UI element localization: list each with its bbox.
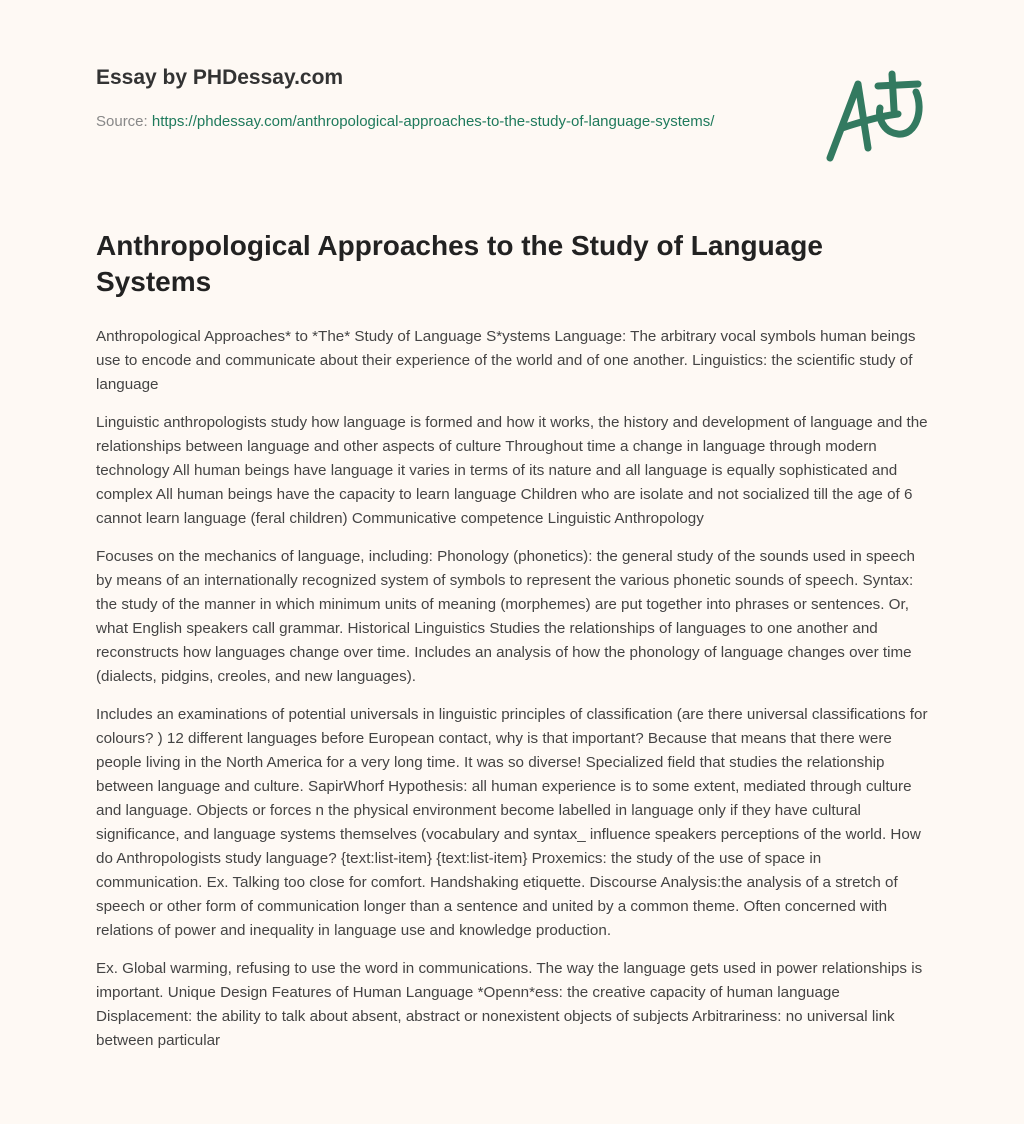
source-line xyxy=(96,110,746,134)
paragraph: Ex. Global warming, refusing to use the word in communications. The way the language gets used in power relationships is important. Unique Design Features of Human Language *Openn*ess: the creative capacity of human language Displacement: the ability to talk about absent, abstract or nonexistent objects of subjects Arbitrariness: no universal link between particular xyxy=(96,960,923,1049)
paragraph: Includes an examinations of potential universals in linguistic principles of classification (are there universal classifications for colours? ) 12 different languages before European contact, why is that important? Because that means that there were people living in the North America for a very long time. It was so diverse! Specialized field that studies the relationship between language and culture. SapirWhorf Hypothesis: all human experience is to some extent, mediated through culture and language. Objects or forces n the physical environment become labelled in language only if they have cultural significance, and language systems themselves (vocabulary and syntax_ influence speakers perceptions of the world. How do Anthropologists study language? {text:list-item} {text:list-item} Proxemics: the study of the use of space in communication. Ex. Talking too close for comfort. Handshaking etiquette. Discourse Analysis:the analysis of a stretch of speech or other form of communication longer than a sentence and united by a common theme. Often concerned with relations of power and inequality in language use and knowledge production. xyxy=(96,706,928,939)
paragraph: Anthropological Approaches* to *The* Study of Language S*ystems Language: The arbitrary vocal symbols human beings use to encode and communicate about their experience of the world and of one another. Linguistics: the scientific study of language xyxy=(96,328,916,393)
source-link[interactable]: https://phdessay.com/anthropological-approaches-to-the-study-of-language-systems/ xyxy=(151,113,715,130)
essay-body xyxy=(96,325,928,1067)
source-label: Source: xyxy=(96,113,152,130)
essay-title: Anthropological Approaches to the Study of Language Systems xyxy=(96,230,823,297)
site-brand: Essay by PHDessay.com xyxy=(96,66,344,89)
a-plus-logo-icon xyxy=(820,70,930,165)
paragraph: Focuses on the mechanics of language, including: Phonology (phonetics): the general study of the sounds used in speech by means of an internationally recognized system of symbols to represent the various phonetic sounds of speech. Syntax: the study of the manner in which minimum units of meaning (morphemes) are put together into phrases or sentences. Or, what English speakers call grammar. Historical Linguistics Studies the relationships of languages to one another and reconstructs how languages change over time. Includes an analysis of how the phonology of language changes over time (dialects, pidgins, creoles, and new languages). xyxy=(96,548,915,685)
paragraph: Linguistic anthropologists study how language is formed and how it works, the history and development of language and the relationships between language and other aspects of culture Throughout time a change in language through modern technology All human beings have language it varies in terms of its nature and all language is equally sophisticated and complex All human beings have the capacity to learn language Children who are isolate and not socialized till the age of 6 cannot learn language (feral children) Communicative competence Linguistic Anthropology xyxy=(96,414,928,527)
